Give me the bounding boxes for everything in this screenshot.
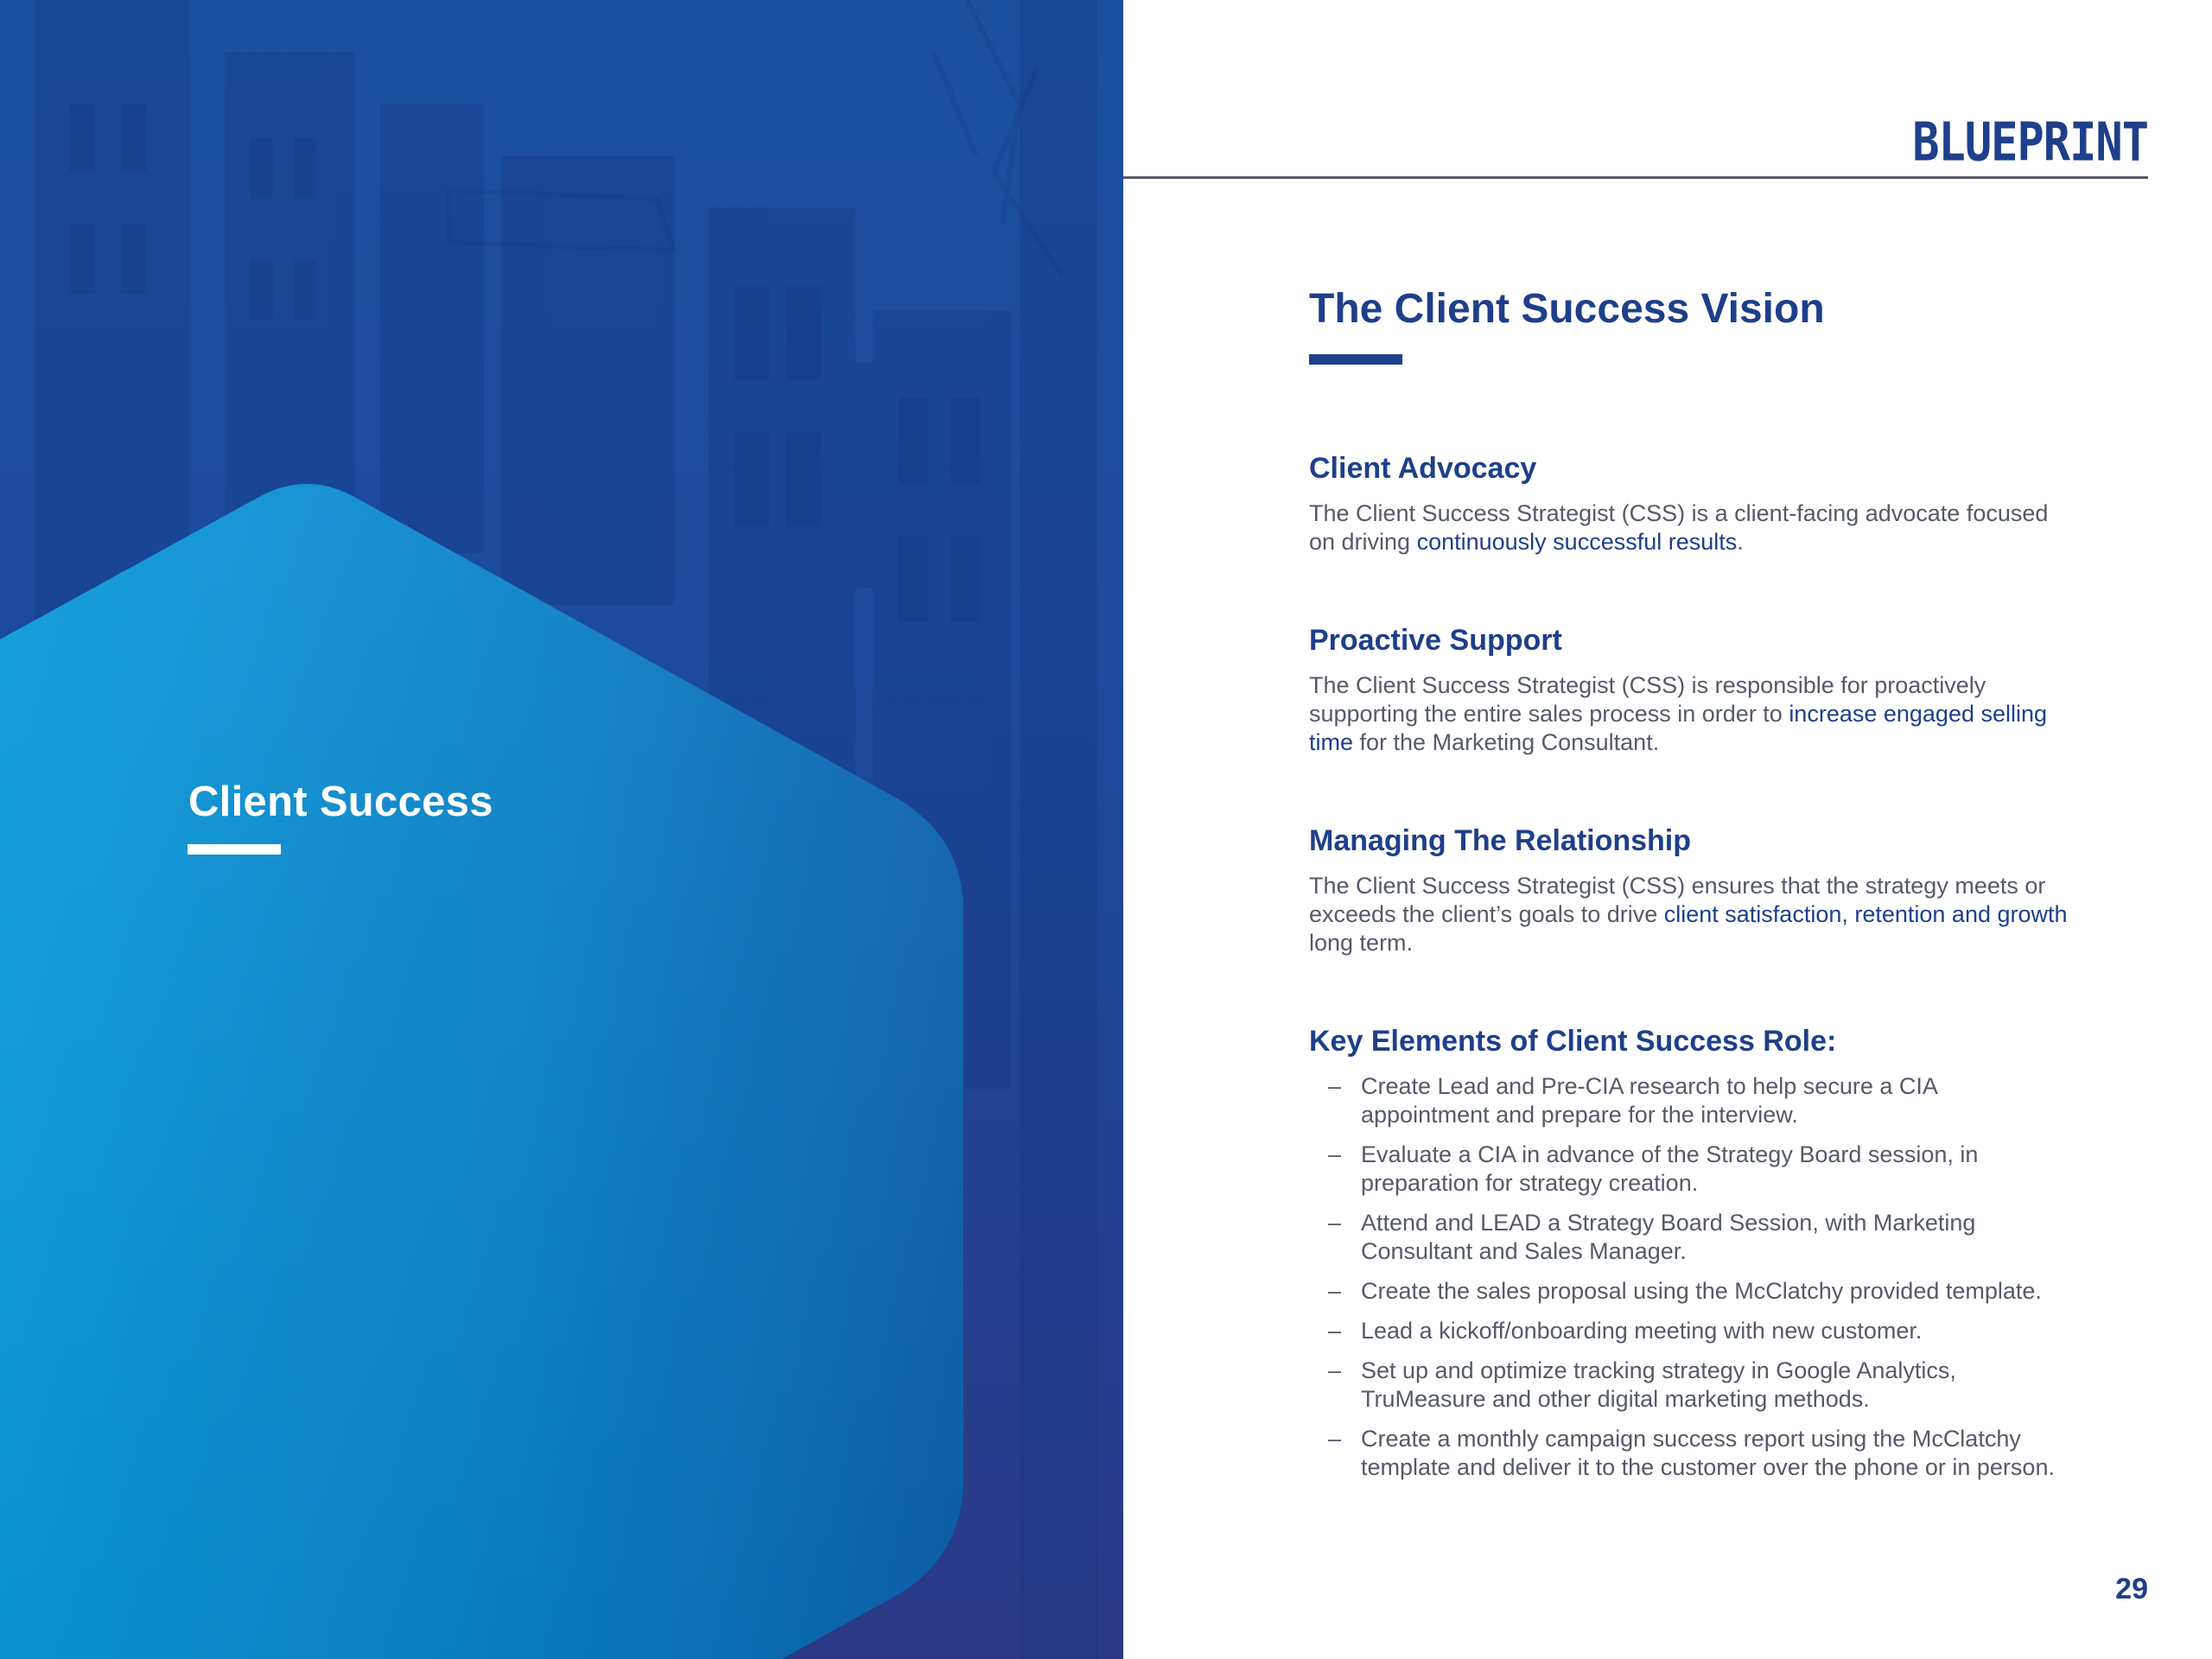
page-title-underline [1309, 354, 1402, 365]
section-managing-relationship [1309, 822, 2069, 957]
section-proactive-support [1309, 621, 2069, 757]
page-number: 29 [2115, 1573, 2148, 1605]
section-paragraph: The Client Success Strategist (CSS) ensures that the strategy meets or exceeds the client’s goals to drive client satisfaction, retention and growth long term. [1309, 873, 2068, 956]
list-item: – Set up and optimize tracking strategy in Google Analytics, TruMeasure and other digital marketing methods. [1328, 1357, 1956, 1412]
section-heading: Managing The Relationship [1309, 824, 1692, 857]
list-item: – Create the sales proposal using the McClatchy provided template. [1328, 1278, 2042, 1304]
section-paragraph: The Client Success Strategist (CSS) is a client-facing advocate focused on driving continuously successful results. [1309, 500, 2049, 555]
dash-bullet: – [1328, 1073, 1342, 1099]
section-client-advocacy [1309, 449, 2069, 556]
header-divider [1123, 176, 2148, 179]
dash-bullet: – [1328, 1426, 1342, 1452]
highlighted-phrase: continuously successful results [1416, 529, 1738, 555]
key-elements-list [1309, 1072, 2069, 1482]
section-title-underline [188, 844, 281, 855]
dash-bullet: – [1328, 1278, 1342, 1304]
dash-bullet: – [1328, 1141, 1342, 1167]
list-item: – Create Lead and Pre-CIA research to help secure a CIA appointment and prepare for the interview. [1328, 1073, 1937, 1128]
page-title: The Client Success Vision [1309, 286, 1825, 332]
section-heading: Proactive Support [1309, 624, 1562, 657]
blueprint-logo: BLUEPRINT [1912, 112, 2148, 174]
main-content [1309, 276, 2069, 1480]
highlighted-phrase: increase engaged selling time [1309, 701, 2048, 755]
dash-bullet: – [1328, 1318, 1342, 1344]
section-heading: Client Advocacy [1309, 452, 1537, 485]
list-item: – Evaluate a CIA in advance of the Strategy Board session, in preparation for strategy creation. [1328, 1141, 1979, 1196]
highlighted-phrase: client satisfaction, retention and growth [1663, 901, 2068, 927]
dash-bullet: – [1328, 1210, 1342, 1236]
list-item: – Create a monthly campaign success report using the McClatchy template and deliver it to the customer over the phone or in person. [1328, 1426, 2055, 1480]
section-title: Client Success [188, 779, 493, 825]
section-heading: Key Elements of Client Success Role: [1309, 1025, 1837, 1058]
section-paragraph: The Client Success Strategist (CSS) is responsible for proactively supporting the entire sales process in order to increase engaged selling time for the Marketing Consultant. [1309, 672, 2048, 755]
list-item: – Lead a kickoff/onboarding meeting with new customer. [1328, 1318, 1923, 1344]
dash-bullet: – [1328, 1357, 1342, 1383]
section-key-elements [1309, 1022, 2069, 1493]
list-item: – Attend and LEAD a Strategy Board Session, with Marketing Consultant and Sales Manager. [1328, 1210, 1976, 1264]
